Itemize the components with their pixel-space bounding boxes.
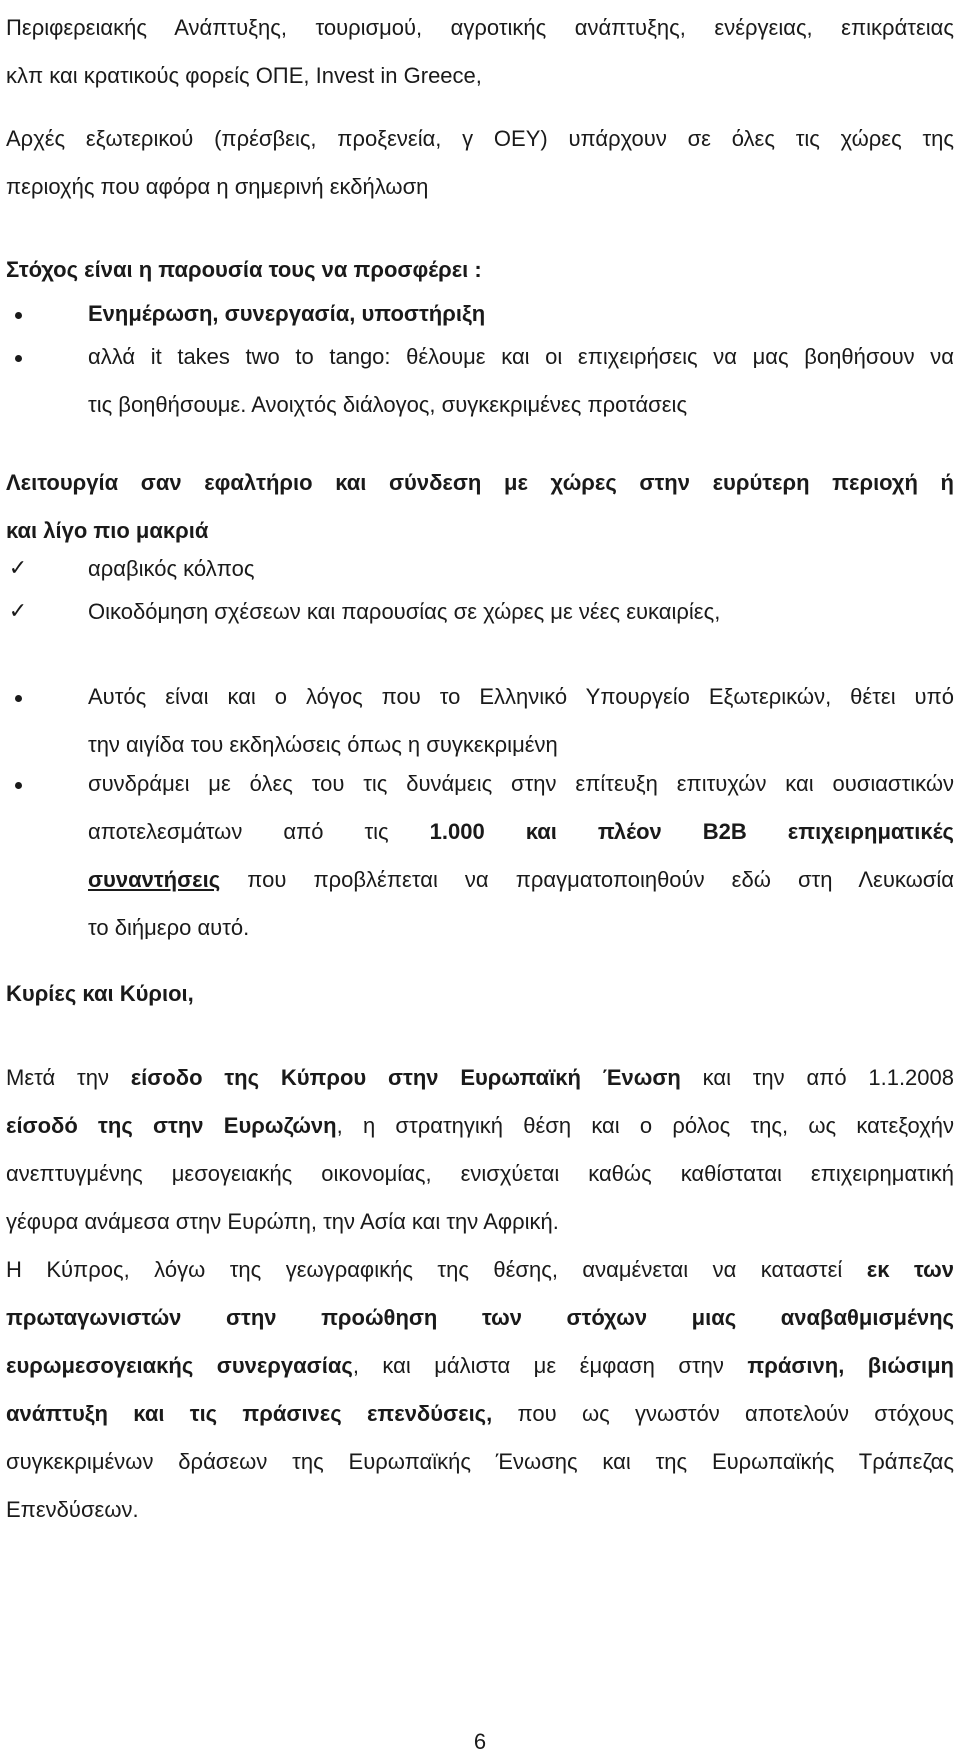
checkmark-icon: ✓ [8,599,28,624]
checkmark-icon: ✓ [8,556,28,581]
list-item: συνδράμει με όλες του τις δυνάμεις στην επίτευξη επιτυχών και ουσιαστικών αποτελεσμάτων από τις 1.000 και πλέον B2B επιχειρηματικές συναντήσεις που προβλέπεται να πραγματοποιηθούν εδώ στη Λευκωσία το διήμερο αυτό. [6,760,954,952]
paragraph-foreign-authorities [6,115,954,211]
page-number: 6 [473,1729,487,1754]
bullet-icon [6,290,30,338]
bullet-icon [6,333,30,381]
text-line: Αρχές εξωτερικού (πρέσβεις, προξενεία, γ ΟΕΥ) υπάρχουν σε όλες τις χώρες της [6,126,954,151]
text-line: ανάπτυξη και τις πράσινες επενδύσεις, που ως γνωστόν αποτελούν στόχους [6,1401,954,1426]
paragraph-agencies [6,4,954,100]
list-item: ✓ Οικοδόμηση σχέσεων και παρουσίας σε χώρες με νέες ευκαιρίες, [6,588,954,636]
text-line: περιοχής που αφόρα η σημερινή εκδήλωση [6,174,429,199]
list-item: Ενημέρωση, συνεργασία, υποστήριξη [6,290,954,338]
paragraph-cyprus: Μετά την είσοδο της Κύπρου στην Ευρωπαϊκή Ένωση και την από 1.1.2008 είσοδό της στην Ευρωζώνη, η στρατηγική θέση και ο ρόλος της, ως κατεξοχήν ανεπτυγμένης μεσογειακής οικονομίας, ενισχύεται καθώς καθίσταται επιχειρηματική γέφυρα ανάμεσα στην Ευρώπη, την Ασία και την Αφρική. Η Κύπρος, λόγω της γεωγραφικής της θέσης, αναμένεται να καταστεί εκ των πρωταγωνιστών στην προώθηση των στόχων μιας αναβαθμισμένης ευρωμεσογειακής συνεργασίας, και μάλιστα με έμφαση στην πράσινη, βιώσιμη ανάπτυξη και τις πράσινες επενδύσεις, που ως γνωστόν αποτελούν στόχους συγκεκριμένων δράσεων της Ευρωπαϊκής Ένωσης και της Ευρωπαϊκής Τράπεζας Επενδύσεων. [6,1054,954,1534]
list-item: αλλά it takes two to tango: θέλουμε και οι επιχειρήσεις να μας βοηθήσουν να τις βοηθήσουμε. Ανοιχτός διάλογος, συγκεκριμένες προτάσεις [6,333,954,429]
text-line: αποτελεσμάτων από τις 1.000 και πλέον B2B επιχειρηματικές [88,819,954,844]
list-item: Αυτός είναι και ο λόγος που το Ελληνικό Υπουργείο Εξωτερικών, θέτει υπό την αιγίδα του εκδηλώσεις όπως η συγκεκριμένη [6,673,954,769]
goal-heading: Στόχος είναι η παρουσία τους να προσφέρει : [6,257,482,282]
bullet-icon [6,760,30,808]
text-line: είσοδό της στην Ευρωζώνη, η στρατηγική θέση και ο ρόλος της, ως κατεξοχήν [6,1113,954,1138]
bullet-icon [6,673,30,721]
text-line: ευρωμεσογειακής συνεργασίας, και μάλιστα με έμφαση στην πράσινη, βιώσιμη [6,1353,954,1378]
text-line: Μετά την είσοδο της Κύπρου στην Ευρωπαϊκή Ένωση και την από 1.1.2008 [6,1065,954,1090]
text-line: κλπ και κρατικούς φορείς ΟΠΕ, Invest in Greece, [6,63,482,88]
salutation: Κυρίες και Κύριοι, [6,981,194,1006]
text-line: Η Κύπρος, λόγω της γεωγραφικής της θέσης, αναμένεται να καταστεί εκ των [6,1257,954,1282]
text-line: Περιφερειακής Ανάπτυξης, τουρισμού, αγροτικής ανάπτυξης, ενέργειας, επικράτειας [6,15,954,40]
text-line: συναντήσεις που προβλέπεται να πραγματοποιηθούν εδώ στη Λευκωσία [88,867,954,892]
hub-heading: Λειτουργία σαν εφαλτήριο και σύνδεση με χώρες στην ευρύτερη περιοχή ή και λίγο πιο μακριά [6,470,954,543]
list-item: ✓ αραβικός κόλπος [6,545,954,593]
